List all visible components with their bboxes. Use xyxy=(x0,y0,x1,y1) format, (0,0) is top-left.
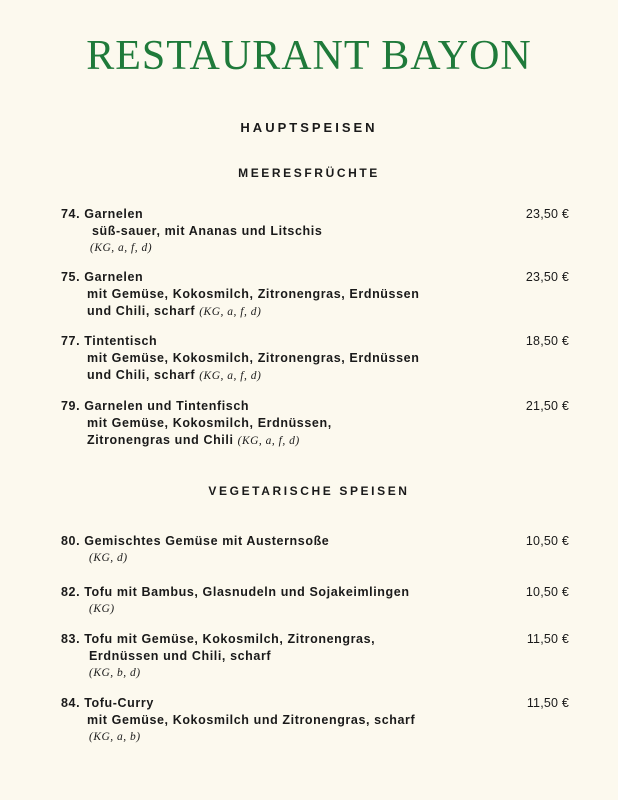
menu-item-description: süß-sauer, mit Ananas und Litschis xyxy=(92,224,323,238)
menu-item-description: mit Gemüse, Kokosmilch, Zitronengras, Erdnüssen xyxy=(87,287,420,301)
menu-item-name: 77. Tintentisch xyxy=(61,334,158,348)
menu-item-description-line-2: und Chili, scharf (KG, a, f, d) xyxy=(87,368,262,382)
menu-item-74 xyxy=(61,206,569,257)
menu-item-77 xyxy=(61,333,569,385)
menu-item-name: 84. Tofu-Curry xyxy=(61,696,154,710)
category-title-vegetarisch: VEGETARISCHE SPEISEN xyxy=(208,484,410,498)
menu-item-description-line-2: Zitronengras und Chili (KG, a, f, d) xyxy=(87,433,300,447)
menu-item-description: mit Gemüse, Kokosmilch und Zitronengras, scharf xyxy=(87,713,416,727)
menu-item-price: 18,50 € xyxy=(525,334,569,348)
menu-item-description: Erdnüssen und Chili, scharf xyxy=(89,649,272,663)
menu-item-75 xyxy=(61,269,569,321)
menu-item-84 xyxy=(61,695,569,746)
menu-item-name: 82. Tofu mit Bambus, Glasnudeln und Sojakeimlingen xyxy=(61,585,410,599)
menu-item-allergens: (KG, a, f, d) xyxy=(199,306,262,318)
menu-item-80 xyxy=(61,533,569,567)
menu-item-allergens: (KG, a, f, d) xyxy=(90,242,153,254)
menu-item-79 xyxy=(61,398,569,450)
menu-item-price: 11,50 € xyxy=(526,632,569,646)
menu-item-name: 74. Garnelen xyxy=(61,207,144,221)
menu-item-price: 10,50 € xyxy=(525,534,569,548)
menu-item-83 xyxy=(61,631,569,682)
menu-item-name: 80. Gemischtes Gemüse mit Austernsoße xyxy=(61,534,330,548)
menu-item-name: 75. Garnelen xyxy=(61,270,144,284)
restaurant-name: RESTAURANT BAYON xyxy=(86,33,532,79)
menu-item-description: mit Gemüse, Kokosmilch, Erdnüssen, xyxy=(87,416,332,430)
menu-item-allergens: (KG, a, f, d) xyxy=(237,435,300,447)
category-title-meeresfruechte: MEERESFRÜCHTE xyxy=(238,166,380,180)
menu-item-name: 83. Tofu mit Gemüse, Kokosmilch, Zitronengras, xyxy=(61,632,376,646)
menu-item-allergens: (KG, a, f, d) xyxy=(199,370,262,382)
menu-item-description-line-2: und Chili, scharf (KG, a, f, d) xyxy=(87,304,262,318)
menu-item-price: 21,50 € xyxy=(525,399,569,413)
menu-item-price: 23,50 € xyxy=(525,270,569,284)
menu-item-price: 10,50 € xyxy=(525,585,569,599)
menu-item-allergens: (KG, b, d) xyxy=(89,667,141,679)
menu-item-description: mit Gemüse, Kokosmilch, Zitronengras, Erdnüssen xyxy=(87,351,420,365)
menu-item-price: 11,50 € xyxy=(526,696,569,710)
menu-item-allergens: (KG) xyxy=(89,603,115,615)
menu-item-allergens: (KG, d) xyxy=(89,552,128,564)
section-title-hauptspeisen: HAUPTSPEISEN xyxy=(240,120,378,135)
menu-item-allergens: (KG, a, b) xyxy=(89,731,141,743)
menu-item-price: 23,50 € xyxy=(525,207,569,221)
menu-item-82 xyxy=(61,584,569,618)
menu-item-name: 79. Garnelen und Tintenfisch xyxy=(61,399,250,413)
